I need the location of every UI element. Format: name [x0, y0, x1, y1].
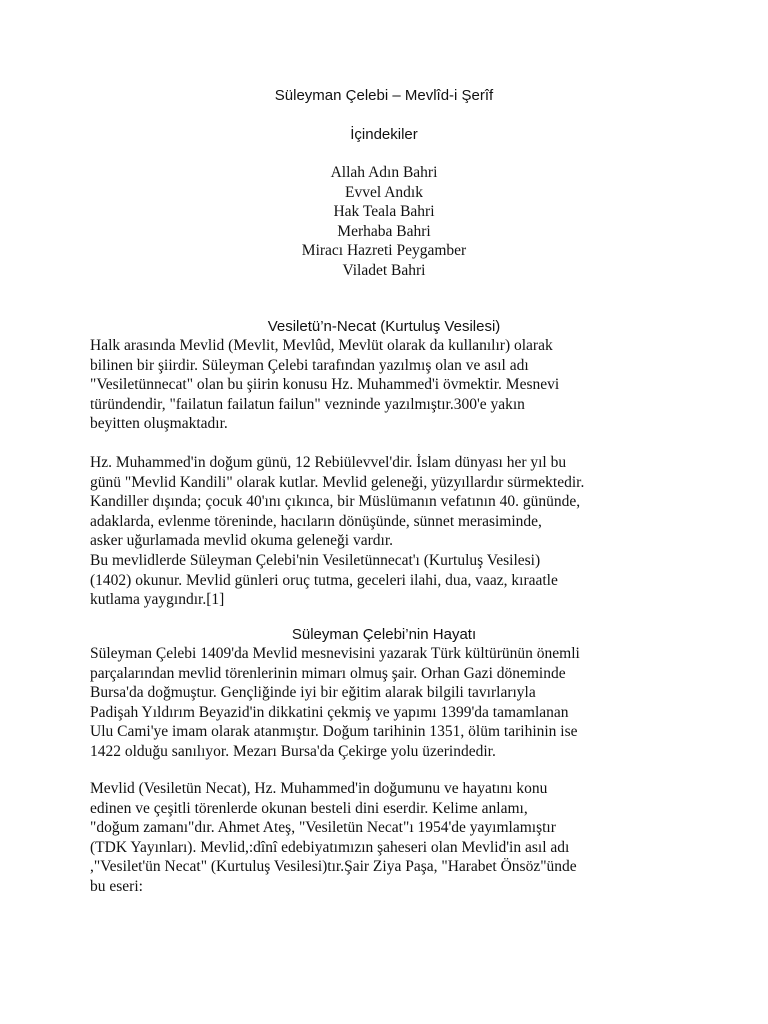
paragraph-line: bu eseri:	[90, 877, 143, 895]
paragraph-line: (1402) okunur. Mevlid günleri oruç tutma, geceleri ilahi, dua, vaaz, kıraatle	[90, 571, 558, 589]
paragraph-line: "Vesiletünnecat" olan bu şiirin konusu Hz. Muhammed'i övmektir. Mesnevi	[90, 376, 560, 394]
paragraph-line: parçalarından mevlid törenlerinin mimarı olmuş şair. Orhan Gazi döneminde	[90, 664, 566, 682]
paragraph-mevlid-kandili	[90, 453, 680, 610]
paragraph-line: Ulu Cami'ye imam olarak atanmıştır. Doğum tarihinin 1351, ölüm tarihinin ise	[90, 723, 578, 741]
paragraph-line: asker uğurlamada mevlid okuma geleneği vardır.	[90, 532, 394, 550]
paragraph-line: (TDK Yayınları). Mevlid,:dînî edebiyatımızın şaheseri olan Mevlid'in asıl adı	[90, 838, 570, 856]
paragraph-line: türündendir, "failatun failatun failun" vezninde yazılmıştır.300'e yakın	[90, 395, 525, 413]
paragraph-hayati	[90, 644, 680, 762]
toc-item: Viladet Bahri	[342, 261, 426, 279]
paragraph-line: Süleyman Çelebi 1409'da Mevlid mesnevisini yazarak Türk kültürünün önemli	[90, 645, 580, 662]
paragraph-line: 1422 olduğu sanılıyor. Mezarı Bursa'da Çekirge yolu üzerindedir.	[90, 742, 496, 760]
document-title: Süleyman Çelebi – Mevlîd-i Şerîf	[274, 87, 494, 104]
toc-heading: İçindekiler	[350, 126, 418, 143]
toc-item: Evvel Andık	[345, 183, 423, 201]
toc-item: Miracı Hazreti Peygamber	[301, 242, 467, 259]
section-heading-vesiletun-necat: Vesiletü’n-Necat (Kurtuluş Vesilesi)	[267, 318, 501, 335]
paragraph-line: Bu mevlidlerde Süleyman Çelebi'nin Vesiletünnecat'ı (Kurtuluş Vesilesi)	[90, 551, 541, 569]
paragraph-vesiletun-necat	[90, 779, 680, 897]
paragraph-line: Bursa'da doğmuştur. Gençliğinde iyi bir eğitim alarak bilgili tavırlarıyla	[90, 684, 536, 702]
paragraph-line: Mevlid (Vesiletün Necat), Hz. Muhammed'in doğumunu ve hayatını konu	[90, 780, 548, 797]
toc-item: Hak Teala Bahri	[333, 203, 435, 220]
section-heading-hayati: Süleyman Çelebi’nin Hayatı	[291, 626, 477, 643]
paragraph-line: adaklarda, evlenme töreninde, hacıların dönüşünde, sünnet merasiminde,	[90, 512, 542, 530]
paragraph-mevlid-intro	[90, 336, 680, 434]
paragraph-line: Halk arasında Mevlid (Mevlit, Mevlûd, Mevlüt olarak da kullanılır) olarak	[90, 337, 553, 354]
paragraph-line: edinen ve çeşitli törenlerde okunan besteli dini eserdir. Kelime anlamı,	[90, 799, 528, 817]
paragraph-line: kutlama yaygındır.[1]	[90, 591, 225, 609]
paragraph-line: bilinen bir şiirdir. Süleyman Çelebi tarafından yazılmış olan ve asıl adı	[90, 356, 529, 374]
paragraph-line: Kandiller dışında; çocuk 40'ını çıkınca, bir Müslümanın vefatının 40. gününde,	[90, 493, 581, 511]
toc-item: Merhaba Bahri	[337, 222, 431, 240]
toc-item: Allah Adın Bahri	[330, 164, 438, 181]
toc-list	[0, 163, 768, 280]
paragraph-line: beyitten oluşmaktadır.	[90, 415, 228, 433]
paragraph-line: Hz. Muhammed'in doğum günü, 12 Rebiülevvel'dir. İslam dünyası her yıl bu	[90, 454, 567, 471]
paragraph-line: günü "Mevlid Kandili" olarak kutlar. Mevlid geleneği, yüzyıllardır sürmektedir.	[90, 473, 585, 491]
paragraph-line: Padişah Yıldırım Beyazid'in dikkatini çekmiş ve yapımı 1399'da tamamlanan	[90, 703, 569, 721]
paragraph-line: "doğum zamanı"dır. Ahmet Ateş, "Vesiletün Necat"ı 1954'de yayımlamıştır	[90, 819, 556, 837]
paragraph-line: ,"Vesilet'ün Necat" (Kurtuluş Vesilesi)tır.Şair Ziya Paşa, "Harabet Önsöz"ünde	[90, 858, 577, 876]
